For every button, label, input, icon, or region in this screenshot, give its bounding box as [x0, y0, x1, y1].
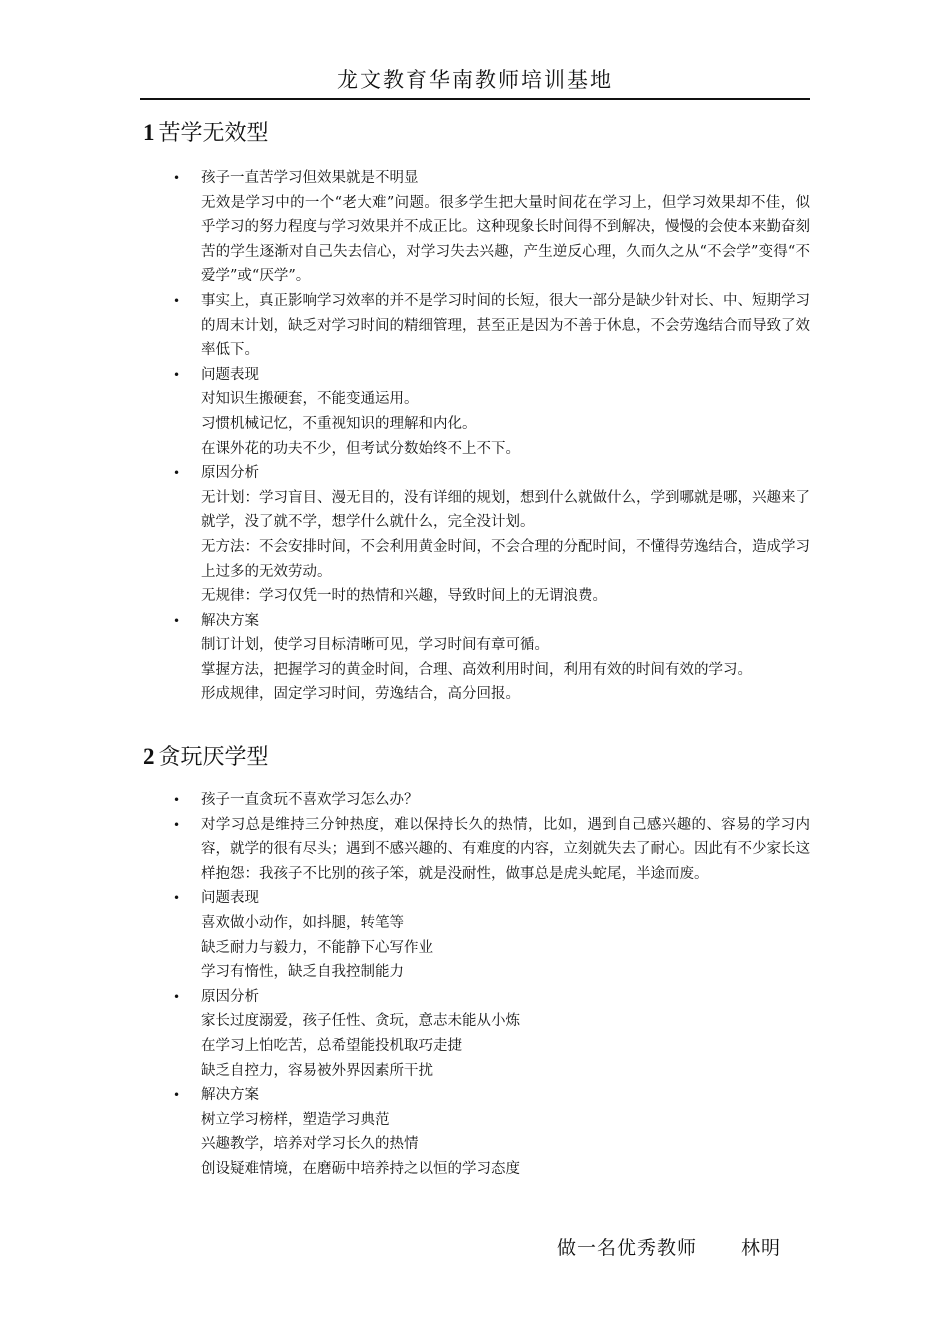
item-text: 掌握方法，把握学习的黄金时间，合理、高效利用时间，利用有效的时间有效的学习。	[201, 661, 752, 678]
item-heading: 问题表现	[201, 890, 259, 907]
footer-slogan: 做一名优秀教师	[557, 1237, 698, 1259]
item-text: 学习有惰性，缺乏自我控制能力	[201, 964, 404, 981]
item-heading: 原因分析	[201, 988, 259, 1005]
item-text: 家长过度溺爱，孩子任性、贪玩，意志未能从小炼	[201, 1013, 520, 1030]
item-text: 形成规律，固定学习时间，劳逸结合，高分回报。	[201, 686, 520, 703]
item-heading: 问题表现	[201, 366, 259, 383]
list-item	[170, 289, 810, 363]
list-item	[170, 788, 810, 813]
bullet-icon: •	[173, 891, 181, 906]
bullet-icon: •	[173, 793, 181, 807]
item-heading: 孩子一直贪玩不喜欢学习怎么办？	[201, 792, 419, 808]
list-item	[170, 886, 810, 984]
section-number: 1	[143, 120, 155, 145]
list-item	[170, 609, 810, 707]
bullet-icon: •	[173, 817, 181, 832]
bullet-icon: •	[173, 989, 181, 1004]
item-text: 兴趣教学，培养对学习长久的热情	[201, 1136, 419, 1153]
header-divider	[140, 98, 810, 100]
item-heading: 原因分析	[201, 465, 259, 482]
list-item	[170, 985, 810, 1083]
bullet-icon: •	[173, 613, 181, 628]
item-heading: 对学习总是维持三分钟热度，难以保持长久的热情，比如，遇到自己感兴趣的、容易的学习内容，就学的很有尽头；遇到不感兴趣的、有难度的内容，立刻就失去了耐心。因此有不少家长这样抱怨：我孩子不比别的孩子笨，就是没耐性，做事总是虎头蛇尾，半途而废。	[201, 816, 810, 882]
item-heading: 解决方案	[201, 612, 259, 629]
item-text: 创设疑难情境，在磨砺中培养持之以恒的学习态度	[201, 1160, 520, 1177]
item-text: 对知识生搬硬套，不能变通运用。	[201, 391, 419, 408]
item-text: 树立学习榜样，塑造学习典范	[201, 1111, 390, 1128]
section-number: 2	[143, 744, 155, 769]
footer-author: 林明	[741, 1237, 782, 1259]
list-item	[170, 461, 810, 609]
item-text: 制订计划，使学习目标清晰可见，学习时间有章可循。	[201, 637, 549, 654]
bullet-icon: •	[173, 171, 181, 185]
bullet-icon: •	[173, 1088, 181, 1103]
item-text: 在课外花的功夫不少，但考试分数始终不上不下。	[201, 440, 520, 457]
item-heading: 解决方案	[201, 1087, 259, 1104]
item-text: 喜欢做小动作，如抖腿，转笔等	[201, 914, 404, 931]
bullet-list	[170, 166, 810, 707]
list-item	[170, 166, 810, 289]
item-text: 缺乏耐力与毅力，不能静下心写作业	[201, 939, 433, 956]
item-text: 无规律：学习仅凭一时的热情和兴趣，导致时间上的无谓浪费。	[201, 588, 607, 605]
item-text: 无计划：学习盲目、漫无目的，没有详细的规划，想到什么就做什么，学到哪就是哪，兴趣来了就学，没了就不学，想学什么就什么，完全没计划。	[201, 489, 810, 531]
section-title	[143, 742, 269, 773]
item-text: 无方法：不会安排时间，不会利用黄金时间，不会合理的分配时间，不懂得劳逸结合，造成学习上过多的无效劳动。	[201, 538, 810, 580]
list-item	[170, 1083, 810, 1181]
page-header-title: 龙文教育华南教师培训基地	[337, 68, 613, 92]
section-title-text: 苦学无效型	[158, 121, 269, 146]
item-heading: 孩子一直苦学习但效果就是不明显	[201, 170, 419, 186]
item-text: 无效是学习中的一个“老大难”问题。很多学生把大量时间花在学习上，但学习效果却不佳，似乎学习的努力程度与学习效果并不成正比。这种现象长时间得不到解决，慢慢的会使本来勤奋刻苦的学生逐渐对自己失去信心，对学习失去兴趣，产生逆反心理，久而久之从“不会学”变得“不爱学”或“厌学”。	[201, 194, 810, 285]
item-text: 缺乏自控力，容易被外界因素所干扰	[201, 1062, 433, 1079]
bullet-icon: •	[173, 466, 181, 481]
item-heading: 事实上，真正影响学习效率的并不是学习时间的长短，很大一部分是缺少针对长、中、短期学习的周末计划，缺乏对学习时间的精细管理，甚至正是因为不善于休息，不会劳逸结合而导致了效率低下。	[201, 292, 810, 359]
item-text: 在学习上怕吃苦，总希望能投机取巧走捷	[201, 1037, 462, 1054]
bullet-icon: •	[173, 367, 181, 382]
list-item	[170, 813, 810, 887]
item-text: 习惯机械记忆，不重视知识的理解和内化。	[201, 415, 477, 432]
section-title-text: 贪玩厌学型	[158, 745, 269, 770]
list-item	[170, 363, 810, 461]
page-footer	[557, 1233, 781, 1260]
bullet-list	[170, 788, 810, 1182]
section-title	[143, 118, 269, 149]
bullet-icon: •	[173, 293, 181, 308]
